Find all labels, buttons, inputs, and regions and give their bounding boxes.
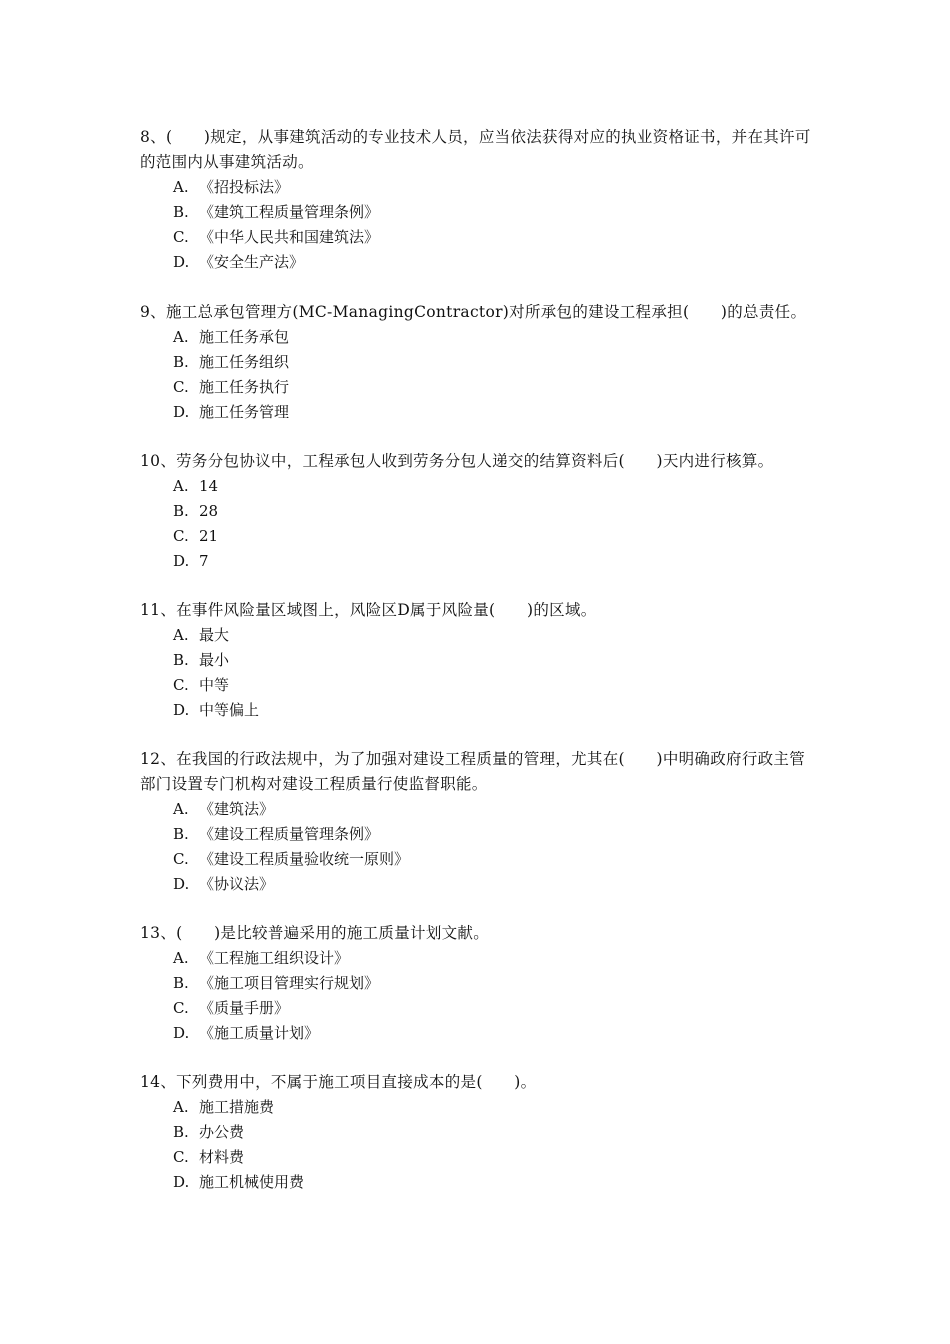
question-12 <box>140 747 820 897</box>
option-c <box>173 524 820 549</box>
option-letter: D. <box>173 1173 190 1191</box>
option-a <box>173 797 820 822</box>
option-letter: D. <box>173 701 190 719</box>
option-text: 《安全生产法》 <box>199 253 305 271</box>
option-text: 最小 <box>199 651 230 669</box>
option-text: 《质量手册》 <box>199 999 290 1017</box>
option-list <box>140 797 820 897</box>
option-text: 施工机械使用费 <box>199 1173 305 1191</box>
option-text: 《招投标法》 <box>199 178 290 196</box>
option-text: 施工任务执行 <box>199 378 290 396</box>
option-letter: B. <box>173 974 189 992</box>
option-letter: C. <box>173 228 189 246</box>
option-text: 《建筑工程质量管理条例》 <box>199 203 380 221</box>
option-text: 施工任务管理 <box>199 403 290 421</box>
option-d <box>173 698 820 723</box>
option-text: 《施工质量计划》 <box>199 1024 320 1042</box>
option-letter: D. <box>173 1024 190 1042</box>
option-text: 7 <box>199 552 209 570</box>
option-list <box>140 1095 820 1195</box>
option-letter: B. <box>173 1123 189 1141</box>
question-13 <box>140 921 820 1046</box>
option-letter: A. <box>173 328 189 346</box>
option-a <box>173 623 820 648</box>
option-letter: D. <box>173 403 190 421</box>
option-letter: A. <box>173 178 189 196</box>
question-11 <box>140 598 820 723</box>
option-letter: C. <box>173 676 189 694</box>
question-stem: 12、在我国的行政法规中，为了加强对建设工程质量的管理，尤其在( )中明确政府行政主管部门设置专门机构对建设工程质量行使监督职能。 <box>140 750 806 793</box>
option-text: 施工任务组织 <box>199 353 290 371</box>
option-letter: C. <box>173 527 189 545</box>
option-text: 《建设工程质量管理条例》 <box>199 825 380 843</box>
option-letter: B. <box>173 651 189 669</box>
option-a <box>173 474 820 499</box>
option-a <box>173 325 820 350</box>
option-c <box>173 996 820 1021</box>
option-list <box>140 325 820 425</box>
option-letter: B. <box>173 825 189 843</box>
question-10 <box>140 449 820 574</box>
question-9 <box>140 300 820 425</box>
option-text: 《工程施工组织设计》 <box>199 949 350 967</box>
option-b <box>173 1120 820 1145</box>
option-letter: D. <box>173 875 190 893</box>
option-letter: B. <box>173 203 189 221</box>
option-a <box>173 946 820 971</box>
option-letter: B. <box>173 353 189 371</box>
option-text: 中等 <box>199 676 230 694</box>
question-8 <box>140 125 820 275</box>
option-list <box>140 175 820 275</box>
question-stem: 14、下列费用中，不属于施工项目直接成本的是( )。 <box>140 1073 537 1091</box>
option-b <box>173 499 820 524</box>
option-text: 材料费 <box>199 1148 245 1166</box>
option-text: 《协议法》 <box>199 875 275 893</box>
option-b <box>173 971 820 996</box>
option-text: 施工措施费 <box>199 1098 275 1116</box>
option-text: 中等偏上 <box>199 701 260 719</box>
question-14 <box>140 1070 820 1195</box>
option-letter: A. <box>173 477 189 495</box>
option-b <box>173 200 820 225</box>
option-letter: A. <box>173 1098 189 1116</box>
option-letter: C. <box>173 378 189 396</box>
option-d <box>173 400 820 425</box>
option-letter: A. <box>173 949 189 967</box>
option-d <box>173 1021 820 1046</box>
question-stem: 8、( )规定，从事建筑活动的专业技术人员，应当依法获得对应的执业资格证书，并在其许可的范围内从事建筑活动。 <box>140 128 811 171</box>
option-list <box>140 946 820 1046</box>
option-letter: C. <box>173 999 189 1017</box>
option-text: 《施工项目管理实行规划》 <box>199 974 380 992</box>
option-a <box>173 175 820 200</box>
option-d <box>173 250 820 275</box>
option-c <box>173 673 820 698</box>
question-stem: 9、施工总承包管理方(MC-ManagingContractor)对所承包的建设工程承担( )的总责任。 <box>140 303 807 321</box>
option-d <box>173 1170 820 1195</box>
option-text: 《建设工程质量验收统一原则》 <box>199 850 410 868</box>
option-letter: A. <box>173 626 189 644</box>
option-c <box>173 225 820 250</box>
option-d <box>173 872 820 897</box>
option-letter: B. <box>173 502 189 520</box>
option-d <box>173 549 820 574</box>
question-stem: 13、( )是比较普遍采用的施工质量计划文献。 <box>140 924 490 942</box>
option-letter: D. <box>173 253 190 271</box>
option-text: 最大 <box>199 626 230 644</box>
option-a <box>173 1095 820 1120</box>
option-text: 21 <box>199 527 219 545</box>
option-letter: C. <box>173 850 189 868</box>
option-text: 14 <box>199 477 219 495</box>
option-text: 施工任务承包 <box>199 328 290 346</box>
option-list <box>140 474 820 574</box>
option-letter: C. <box>173 1148 189 1166</box>
option-c <box>173 375 820 400</box>
option-text: 《建筑法》 <box>199 800 275 818</box>
option-c <box>173 847 820 872</box>
option-c <box>173 1145 820 1170</box>
option-text: 28 <box>199 502 219 520</box>
question-stem: 11、在事件风险量区域图上，风险区D属于风险量( )的区域。 <box>140 601 597 619</box>
option-b <box>173 648 820 673</box>
option-b <box>173 822 820 847</box>
option-text: 办公费 <box>199 1123 245 1141</box>
option-text: 《中华人民共和国建筑法》 <box>199 228 380 246</box>
option-letter: D. <box>173 552 190 570</box>
option-letter: A. <box>173 800 189 818</box>
option-list <box>140 623 820 723</box>
question-stem: 10、劳务分包协议中，工程承包人收到劳务分包人递交的结算资料后( )天内进行核算。 <box>140 452 774 470</box>
option-b <box>173 350 820 375</box>
